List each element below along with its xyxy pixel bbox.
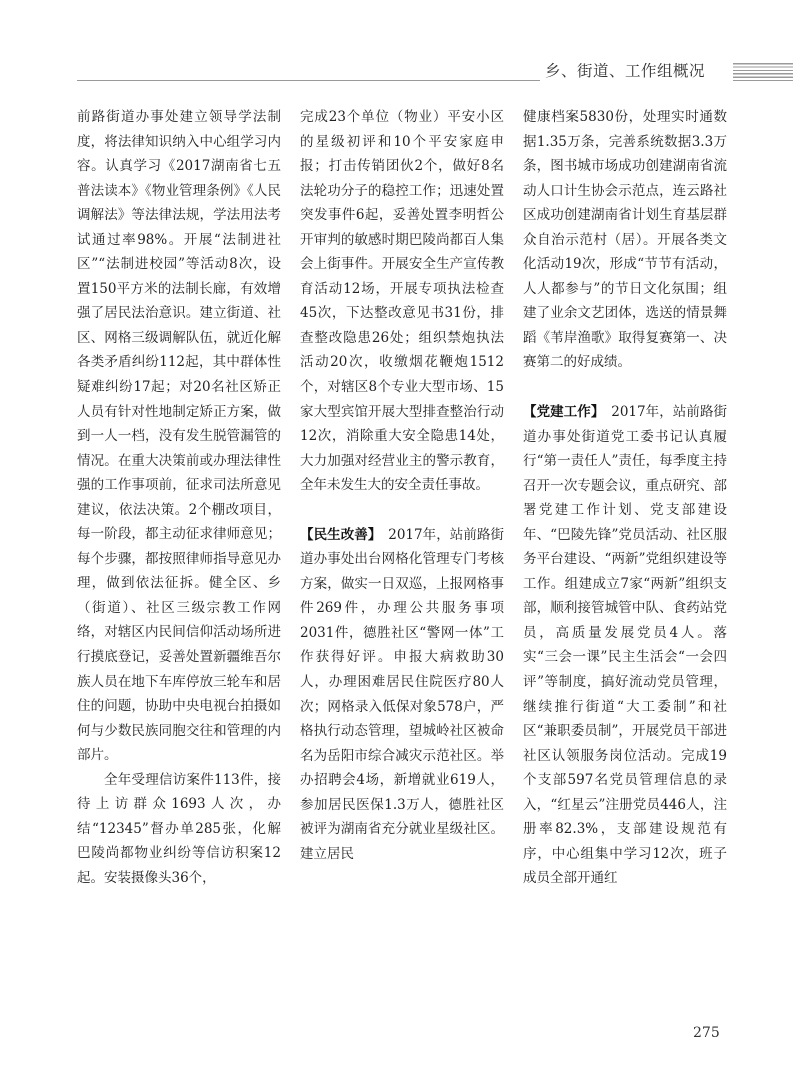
paragraph — [300, 523, 504, 867]
paragraph-gap — [300, 498, 504, 523]
paragraph-gap — [523, 375, 727, 400]
text-column-2 — [300, 105, 504, 866]
paragraph: 完成23个单位（物业）平安小区的星级初评和10个平安家庭申报；打击传销团伙2个，做好8名法轮功分子的稳控工作；迅速处置突发事件6起，妥善处置李明哲公开审判的敏感时期巴陵尚都百人集会上街事件。开展安全生产宣传教育活动12场，开展专项执法检查45次，下达整改意见书31份，排查整改隐患26处；组织禁炮执法活动20次，收缴烟花鞭炮1512个，对辖区8个专业大型市场、15家大型宾馆开展大型排查整治行动12次，消除重大安全隐患14处，大力加强对经营业主的警示教育，全年未发生大的安全责任事故。 — [300, 109, 504, 494]
paragraph-body: 2017年，站前路街道办事处出台网格化管理专门考核方案，做实一日双巡，上报网格事件269件，办理公共服务事项2031件，德胜社区“警网一体”工作获得好评。申报大病救助30人，办理困难居民住院医疗80人次；网格录入低保对象578户，严格执行动态管理，望城岭社区被命名为岳阳市综合减灾示范社区。举办招聘会4场，新增就业619人，参加居民医保1.3万人，德胜社区被评为湖南省充分就业星级社区。建立居民 — [300, 526, 505, 862]
section-title: 乡、街道、工作组概况 — [545, 62, 706, 80]
paragraph: 全年受理信访案件113件，接待上访群众1693人次，办结“12345”督办单285张，化解巴陵尚都物业纠纷等信访积案12起。安装摄像头36个， — [77, 771, 281, 886]
paragraph: 健康档案5830份，处理实时通数据1.35万条，完善系统数据3.3万条，图书城市场成功创建湖南省流动人口计生协会示范点，连云路社区成功创建湖南省计划生育基层群众自治示范村（居）。开展各类文化活动19次，形成“节节有活动，人人都参与”的节日文化氛围；组建了业余文艺团体，选送的情景舞蹈《苇岸渔歌》取得复赛第一、决赛第二的好成绩。 — [523, 109, 727, 371]
text-column-3 — [523, 105, 727, 891]
section-heading-party-building: 【党建工作】 — [523, 404, 598, 421]
section-heading-livelihood: 【民生改善】 — [300, 526, 375, 543]
paragraph: 前路街道办事处建立领导学法制度，将法律知识纳入中心组学习内容。认真学习《2017湖南省七五普法读本》《物业管理条例》《人民调解法》等法律法规，学法用法考试通过率98%。开展“法制进社区”“法制进校园”等活动8次，设置150平方米的法制长廊，有效增强了居民法治意识。建立街道、社区、网格三级调解队伍，就近化解各类矛盾纠纷112起，其中群体性疑难纠纷17起；对20名社区矫正人员有针对性地制定矫正方案，做到一人一档，没有发生脱管漏管的情况。在重大决策前或办理法律性强的工作事项前，征求司法所意见建议，依法决策。2个棚改项目，每一阶段，都主动征求律师意见；每个步骤，都按照律师指导意见办理，做到依法征拆。健全区、乡（街道）、社区三级宗教工作网络，对辖区内民间信仰活动场所进行摸底登记，妥善处置新疆维吾尔族人员在地下车库停放三轮车和居住的问题，协助中央电视台拍摄如何与少数民族同胞交往和管理的内部片。 — [77, 109, 281, 764]
header-decoration-lines — [733, 63, 793, 81]
paragraph-body: 2017年，站前路街道办事处街道党工委书记认真履行“第一责任人”责任，每季度主持召开一次专题会议，重点研究、部署党建工作计划、党支部建设年、“巴陵先锋”党员活动、社区服务平台建设、“两新”党组织建设等工作。组建成立7家“两新”组织支部，顺利接管城管中队、食药站党员，高质量发展党员4人。落实“三会一课”民主生活会“一会四评”等制度，搞好流动党员管理，继续推行街道“大工委制”和社区“兼职委员制”，开展党员干部进社区认领服务岗位活动。完成19个支部597名党员管理信息的录入，“红星云”注册党员446人，注册率82.3%，支部建设规范有序，中心组集中学习12次，班子成员全部开通红 — [523, 404, 728, 887]
text-column-1 — [77, 105, 281, 891]
header-rule — [77, 80, 540, 81]
page-number: 275 — [693, 1025, 720, 1041]
running-header — [0, 50, 793, 90]
paragraph — [523, 400, 727, 891]
